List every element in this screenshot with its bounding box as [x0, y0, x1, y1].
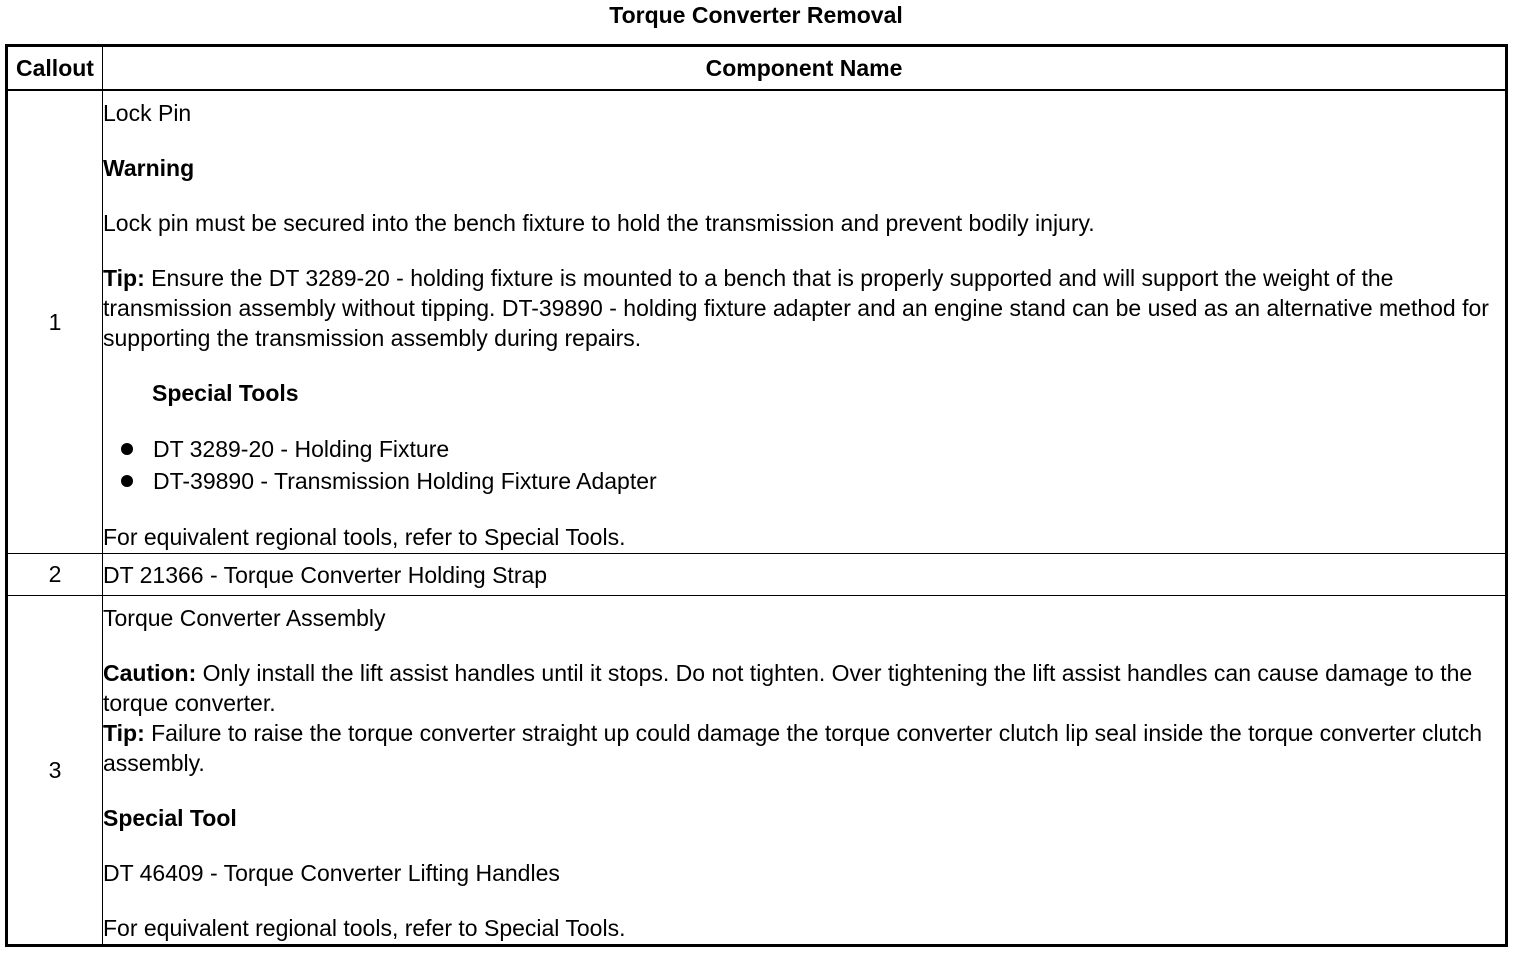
component-cell — [103, 596, 1507, 946]
special-tool-heading: Special Tool — [103, 804, 237, 831]
list-item — [103, 433, 1505, 465]
callout-number: 1 — [7, 90, 103, 554]
warning-text: Lock pin must be secured into the bench fixture to hold the transmission and prevent bodily injury. — [103, 209, 1095, 236]
component-name-header: Component Name — [103, 46, 1507, 91]
special-tools-heading: Special Tools — [152, 379, 299, 406]
caution-text: Only install the lift assist handles until it stops. Do not tighten. Over tightening the lift assist handles can cause damage to the torque converter. — [103, 659, 1473, 716]
component-name: Torque Converter Assembly — [103, 604, 386, 631]
list-item — [103, 465, 1505, 497]
warning-heading: Warning — [103, 154, 195, 181]
page-title: Torque Converter Removal — [609, 2, 903, 28]
callout-number: 2 — [7, 554, 103, 596]
component-cell — [103, 554, 1507, 596]
equivalent-tools-note: For equivalent regional tools, refer to Special Tools. — [103, 523, 626, 550]
table-row — [7, 90, 1507, 554]
table-row — [7, 596, 1507, 946]
bullet-icon — [121, 443, 133, 455]
table-row — [7, 554, 1507, 596]
tip-note — [103, 718, 1505, 778]
tool-label: DT-39890 - Transmission Holding Fixture Adapter — [153, 467, 657, 494]
bullet-icon — [121, 475, 133, 487]
caution-label: Caution: — [103, 659, 197, 686]
tip-text: Failure to raise the torque converter straight up could damage the torque converter clutch lip seal inside the torque converter clutch assembly. — [103, 719, 1483, 776]
caution-note — [103, 658, 1505, 718]
component-cell — [103, 90, 1507, 554]
tip-label: Tip: — [103, 719, 145, 746]
component-name: DT 21366 - Torque Converter Holding Strap — [103, 561, 548, 588]
equivalent-tools-note: For equivalent regional tools, refer to Special Tools. — [103, 914, 626, 941]
tip-text: Ensure the DT 3289-20 - holding fixture is mounted to a bench that is properly supported and will support the weight of the transmission assembly without tipping. DT-39890 - holding fixture adapter and an engine stand can be used as an alternative method for supporting the transmission assembly during repairs. — [103, 264, 1489, 351]
tool-label: DT 3289-20 - Holding Fixture — [153, 435, 450, 462]
special-tools-list — [103, 433, 1505, 497]
component-name: Lock Pin — [103, 99, 192, 126]
callout-number: 3 — [7, 596, 103, 946]
special-tool-item: DT 46409 - Torque Converter Lifting Handles — [103, 859, 560, 886]
callout-header: Callout — [7, 46, 103, 91]
tip-label: Tip: — [103, 264, 145, 291]
table-header-row — [7, 46, 1507, 91]
component-table — [5, 44, 1508, 947]
tip-note — [103, 263, 1505, 353]
